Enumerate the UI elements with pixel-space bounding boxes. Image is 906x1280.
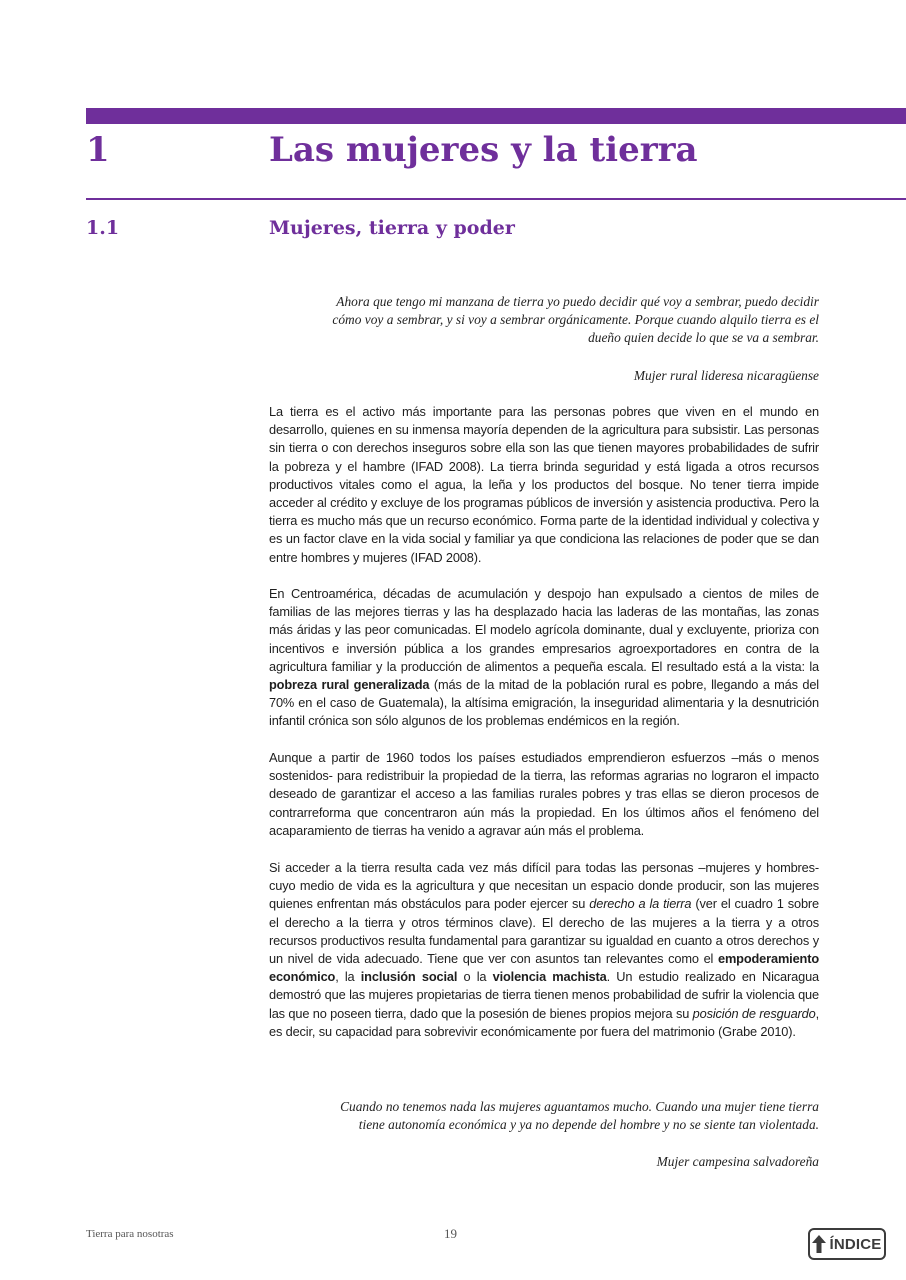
index-button-label: ÍNDICE — [829, 1235, 882, 1253]
term-economic-empowerment: empoderamiento económico — [269, 951, 819, 985]
chapter-number: 1 — [86, 130, 110, 170]
index-button[interactable] — [808, 1228, 886, 1260]
body-paragraph-3: Aunque a partir de 1960 todos los países estudiados emprendieron esfuerzos –más o menos sostenidos- para redistribuir la propiedad de la tierra, las reformas agrarias no lograron el impacto deseado de garantizar el acceso a las familias rurales pobres y tras ellas se dieron procesos de contrarreforma que concentraron aún más la propiedad. En los últimos años el fenómeno del acaparamiento de tierras ha venido a agravar aún más el problema. — [269, 750, 819, 838]
chapter-title: Las mujeres y la tierra — [269, 130, 698, 170]
body-paragraph-2: En Centroamérica, décadas de acumulación y despojo han expulsado a cientos de miles de familias de las mejores tierras y las ha desplazado hacia las laderas de las montañas, las zonas más áridas y las peor comunicadas. El modelo agrícola dominante, dual y excluyente, prioriza con incentivos e inversión pública a los grandes empresarios agroexportadores en contra de la agricultura familiar y la producción de alimentos a pequeña escala. El resultado está a la vista: la pobreza rural generalizada (más de la mitad de la población rural es pobre, llegando a más del 70% en el caso de Guatemala), la altísima emigración, la inseguridad alimentaria y la desnutrición infantil crónica son sólo algunos de los problemas endémicos en la región. — [269, 586, 819, 729]
term-land-right: derecho a la tierra — [589, 896, 692, 912]
quote-line: Ahora que tengo mi manzana de tierra yo puedo decidir qué voy a sembrar, puedo decidir — [336, 294, 819, 309]
epigraph-quote — [269, 293, 819, 348]
quote-line: dueño quien decide lo que se va a sembrar. — [588, 330, 819, 346]
section-number: 1.1 — [86, 217, 120, 239]
epigraph-attribution: Mujer rural lideresa nicaragüense — [633, 368, 819, 383]
quote-line: tiene autonomía económica y ya no depende del hombre y no se siente tan violentada. — [358, 1117, 819, 1133]
emphasis-rural-poverty: pobreza rural generalizada — [269, 677, 430, 693]
body-paragraph-1: La tierra es el activo más importante para las personas pobres que viven en el mundo en desarrollo, quienes en su inmensa mayoría dependen de la agricultura para subsistir. Las personas sin tierra o con derechos inseguros sobre ella son las que tienen mayores probabilidades de sufrir la pobreza y el hambre (IFAD 2008). La tierra brinda seguridad y está ligada a otros recursos productivos vitales como el agua, la leña y los productos del bosque. No tener tierra impide acceder al crédito y excluye de los programas públicos de inversión y asistencia productiva. Pero la tierra es mucho más que un recurso económico. Forma parte de la identidad individual y colectiva y es un factor clave en la vida social y familiar ya que condiciona las relaciones de poder que se dan entre hombres y mujeres (IFAD 2008). — [269, 404, 819, 565]
closing-attribution: Mujer campesina salvadoreña — [656, 1154, 819, 1169]
chapter-divider — [86, 198, 906, 200]
term-gender-violence: violencia machista — [492, 969, 607, 985]
chapter-header-band — [86, 108, 906, 124]
section-title: Mujeres, tierra y poder — [269, 217, 515, 239]
page-number: 19 — [444, 1226, 457, 1241]
quote-line: Cuando no tenemos nada las mujeres aguantamos mucho. Cuando una mujer tiene tierra — [340, 1099, 819, 1114]
arrow-up-icon — [812, 1235, 826, 1253]
quote-line: cómo voy a sembrar, y si voy a sembrar orgánicamente. Porque cuando alquilo tierra es el — [332, 312, 819, 328]
footer-publication-title: Tierra para nosotras — [86, 1228, 174, 1240]
term-social-inclusion: inclusión social — [360, 969, 458, 985]
closing-quote — [269, 1098, 819, 1134]
term-fallback-position: posición de resguardo — [692, 1005, 816, 1021]
body-paragraph-4: Si acceder a la tierra resulta cada vez más difícil para todas las personas –mujeres y hombres- cuyo medio de vida es la agricultura y que necesitan un espacio donde producir, son las mujeres quienes enfrentan más obstáculos para poder ejercer su derecho a la tierra (ver el cuadro 1 sobre el derecho a la tierra y otros términos clave). El derecho de las mujeres a la tierra y a otros recursos productivos resulta fundamental para garantizar su igualdad en cuanto a otros derechos y un nivel de vida adecuado. Tiene que ver con asuntos tan relevantes como el empoderamiento económico, la inclusión social o la violencia machista. Un estudio realizado en Nicaragua demostró que las mujeres propietarias de tierra tienen menos probabilidad de sufrir la violencia que las que no poseen tierra, dado que la posesión de bienes propios mejora su posición de resguardo, es decir, su capacidad para sobrevivir económicamente por fuera del matrimonio (Grabe 2010). — [269, 860, 820, 1039]
